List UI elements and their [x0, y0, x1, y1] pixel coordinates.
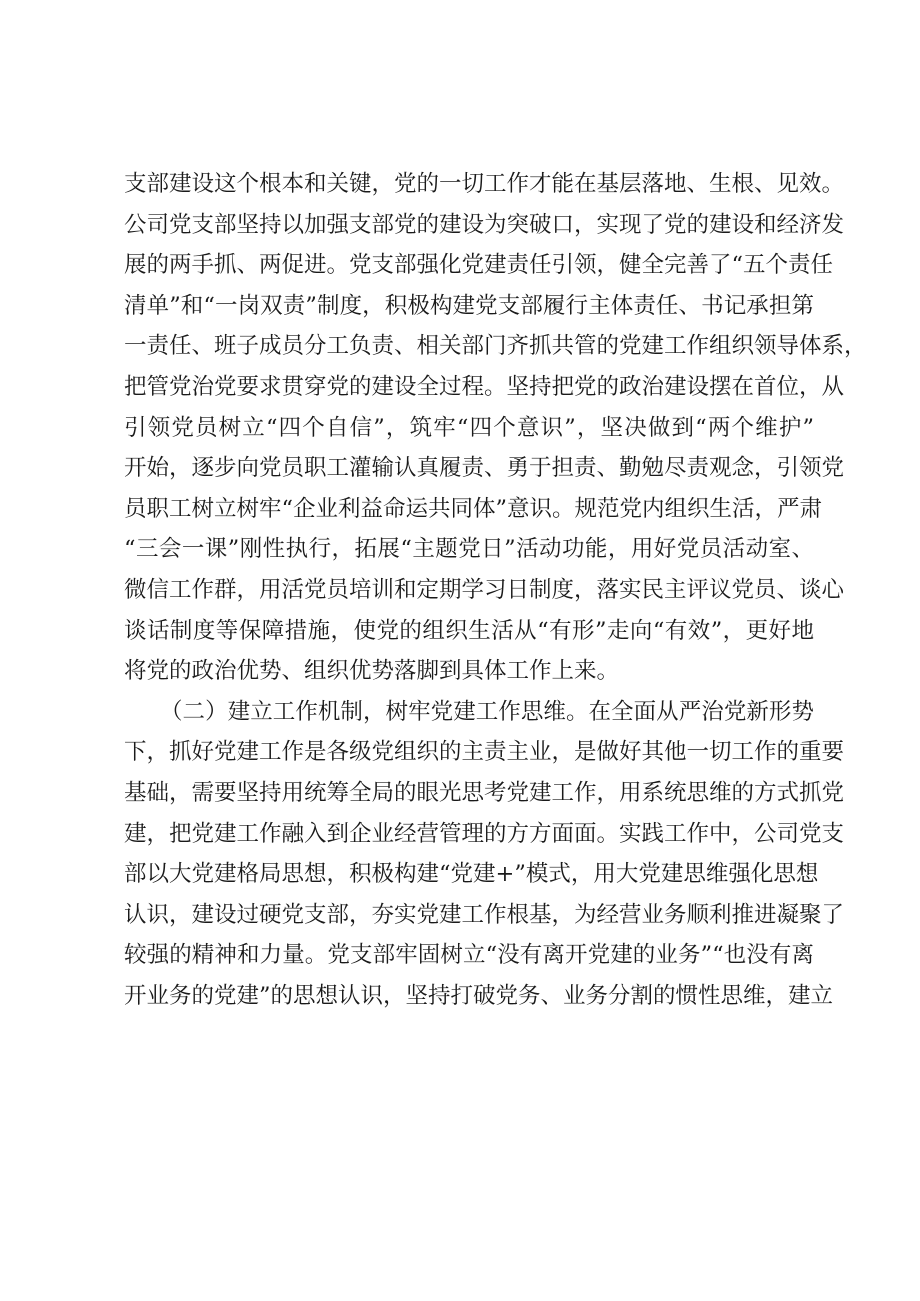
text-line: 基础，需要坚持用统筹全局的眼光思考党建工作，用系统思维的方式抓党: [124, 779, 845, 806]
text-line: 员职工树立树牢“企业利益命运共同体”意识。规范党内组织生活，严肃: [124, 495, 823, 522]
text-line: 一责任、班子成员分工负责、相关部门齐抓共管的党建工作组织领导体系，: [124, 333, 867, 360]
text-line: （二）建立工作机制，树牢党建工作思维。在全面从严治党新形势: [160, 698, 814, 725]
paragraph-1: [124, 164, 867, 692]
text-line: 公司党支部坚持以加强支部党的建设为突破口，实现了党的建设和经济发: [124, 211, 845, 238]
text-line: 引领党员树立“四个自信”，筑牢“四个意识”，坚决做到“两个维护”: [124, 414, 814, 441]
paragraph-2: [124, 692, 845, 1017]
text-line: 谈话制度等保障措施，使党的组织生活从“有形”走向“有效”，更好地: [124, 617, 814, 644]
text-line: 较强的精神和力量。党支部牢固树立“没有离开党建的业务”“也没有离: [124, 942, 814, 969]
text-line: 清单”和“一岗双责”制度，积极构建党支部履行主体责任、书记承担第: [124, 292, 814, 319]
text-line: “三会一课”刚性执行，拓展“主题党日”活动功能，用好党员活动室、: [124, 536, 814, 563]
text-line: 下，抓好党建工作是各级党组织的主责主业，是做好其他一切工作的重要: [124, 739, 845, 766]
text-line: 开业务的党建”的思想认识，坚持打破党务、业务分割的惯性思维，建立: [124, 982, 834, 1009]
text-line: 支部建设这个根本和关键，党的一切工作才能在基层落地、生根、见效。: [124, 171, 845, 197]
text-line: 将党的政治优势、组织优势落脚到具体工作上来。: [124, 658, 620, 685]
text-line: 认识，建设过硬党支部，夯实党建工作根基，为经营业务顺利推进凝聚了: [124, 901, 845, 928]
text-line: 开始，逐步向党员职工灌输认真履责、勇于担责、勤勉尽责观念，引领党: [124, 455, 845, 482]
text-line: 部以大党建格局思想，积极构建“党建+”模式，用大党建思维强化思想: [124, 861, 819, 888]
text-line: 微信工作群，用活党员培训和定期学习日制度，落实民主评议党员、谈心: [124, 576, 845, 603]
text-line: 建，把党建工作融入到企业经营管理的方方面面。实践工作中，公司党支: [124, 820, 845, 847]
text-line: 把管党治党要求贯穿党的建设全过程。坚持把党的政治建设摆在首位，从: [124, 373, 845, 400]
body-text: [124, 164, 867, 1016]
text-line: 展的两手抓、两促进。党支部强化党建责任引领，健全完善了“五个责任: [124, 252, 834, 279]
